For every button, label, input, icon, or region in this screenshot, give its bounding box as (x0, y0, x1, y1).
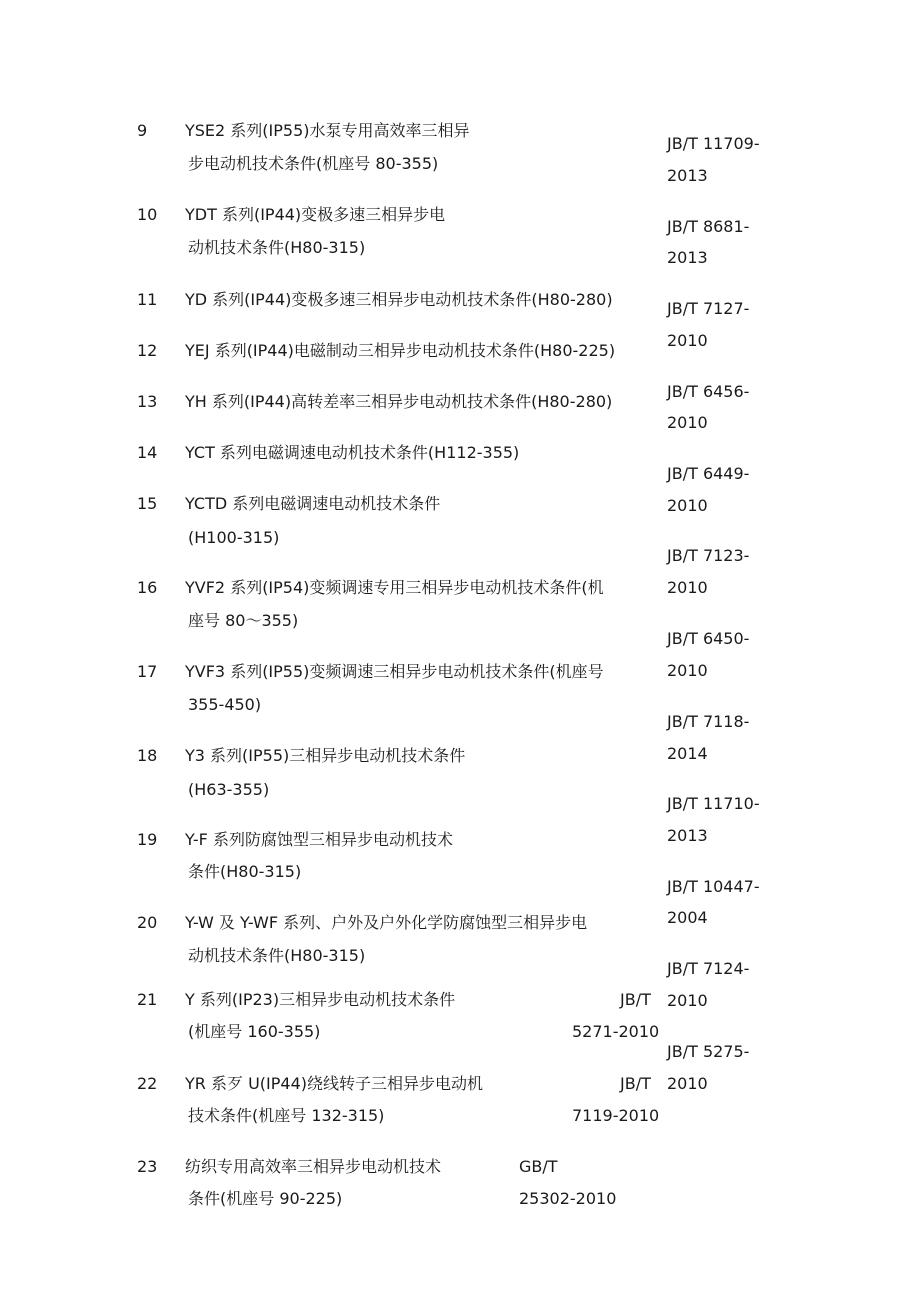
side-standard-code: JB/T 6456- (667, 382, 750, 401)
row-number: 15 (137, 494, 158, 513)
side-standard-year: 2014 (667, 744, 708, 763)
row-number: 13 (137, 392, 158, 411)
side-standard-year: 2004 (667, 908, 708, 927)
side-standard-code: JB/T 11709- (667, 134, 760, 153)
row-title-cont: (H63-355) (188, 780, 270, 799)
row-title: YR 系歹 U(IP44)绕线转子三相异步电动机 (185, 1074, 483, 1093)
standard-code-cont: 7119-2010 (572, 1106, 660, 1125)
standard-code-cont: 25302-2010 (519, 1189, 617, 1208)
row-number: 19 (137, 830, 158, 849)
row-title-cont: 动机技术条件(H80-315) (188, 946, 366, 965)
side-standard-code: JB/T 5275- (667, 1042, 750, 1061)
row-title: YD 系列(IP44)变极多速三相异步电动机技术条件(H80-280) (185, 290, 613, 309)
side-standard-year: 2010 (667, 661, 708, 680)
row-number: 12 (137, 341, 158, 360)
side-standard-year: 2013 (667, 248, 708, 267)
side-standard-year: 2010 (667, 991, 708, 1010)
side-standard-year: 2013 (667, 826, 708, 845)
row-title: YVF2 系列(IP54)变频调速专用三相异步电动机技术条件(机 (185, 578, 604, 597)
side-standard-code: JB/T 7127- (667, 299, 750, 318)
standard-code: JB/T (620, 990, 651, 1009)
row-number: 21 (137, 990, 158, 1009)
row-title-cont: 动机技术条件(H80-315) (188, 238, 366, 257)
row-title: YCTD 系列电磁调速电动机技术条件 (185, 494, 441, 513)
side-standard-code: JB/T 11710- (667, 794, 760, 813)
standard-code: GB/T (519, 1157, 558, 1176)
row-title-cont: 条件(H80-315) (188, 862, 302, 881)
row-title: Y 系列(IP23)三相异步电动机技术条件 (185, 990, 456, 1009)
row-number: 11 (137, 290, 158, 309)
side-standard-code: JB/T 7118- (667, 712, 750, 731)
standard-code-cont: 5271-2010 (572, 1022, 660, 1041)
side-standard-code: JB/T 6449- (667, 464, 750, 483)
side-standard-code: JB/T 8681- (667, 217, 750, 236)
side-standard-year: 2010 (667, 413, 708, 432)
row-number: 16 (137, 578, 158, 597)
row-number: 14 (137, 443, 158, 462)
row-title-cont: (机座号 160-355) (188, 1022, 321, 1041)
row-title: YH 系列(IP44)高转差率三相异步电动机技术条件(H80-280) (185, 392, 613, 411)
row-title: 纺织专用高效率三相异步电动机技术 (185, 1157, 442, 1176)
row-number: 9 (137, 121, 148, 140)
side-standard-code: JB/T 6450- (667, 629, 750, 648)
row-title-cont: (H100-315) (188, 528, 280, 547)
row-title: YCT 系列电磁调速电动机技术条件(H112-355) (185, 443, 520, 462)
row-title: Y-W 及 Y-WF 系列、户外及户外化学防腐蚀型三相异步电 (185, 913, 588, 932)
row-title: YSE2 系列(IP55)水泵专用高效率三相异 (185, 121, 470, 140)
row-number: 22 (137, 1074, 158, 1093)
side-standard-year: 2010 (667, 1074, 708, 1093)
row-number: 23 (137, 1157, 158, 1176)
row-title: YDT 系列(IP44)变极多速三相异步电 (185, 205, 446, 224)
row-title: Y3 系列(IP55)三相异步电动机技术条件 (185, 746, 466, 765)
row-title-cont: 步电动机技术条件(机座号 80-355) (188, 154, 439, 173)
side-standard-year: 2010 (667, 496, 708, 515)
row-number: 10 (137, 205, 158, 224)
side-standard-code: JB/T 7123- (667, 546, 750, 565)
side-standard-code: JB/T 10447- (667, 877, 760, 896)
row-number: 20 (137, 913, 158, 932)
row-title: YEJ 系列(IP44)电磁制动三相异步电动机技术条件(H80-225) (185, 341, 616, 360)
row-number: 18 (137, 746, 158, 765)
row-number: 17 (137, 662, 158, 681)
side-standard-year: 2010 (667, 331, 708, 350)
side-standard-year: 2013 (667, 166, 708, 185)
side-standard-year: 2010 (667, 578, 708, 597)
side-standard-code: JB/T 7124- (667, 959, 750, 978)
row-title-cont: 座号 80～355) (188, 611, 299, 630)
standard-code: JB/T (620, 1074, 651, 1093)
row-title: Y-F 系列防腐蚀型三相异步电动机技术 (185, 830, 453, 849)
row-title: YVF3 系列(IP55)变频调速三相异步电动机技术条件(机座号 (185, 662, 604, 681)
row-title-cont: 条件(机座号 90-225) (188, 1189, 343, 1208)
row-title-cont: 技术条件(机座号 132-315) (188, 1106, 385, 1125)
row-title-cont: 355-450) (188, 695, 262, 714)
